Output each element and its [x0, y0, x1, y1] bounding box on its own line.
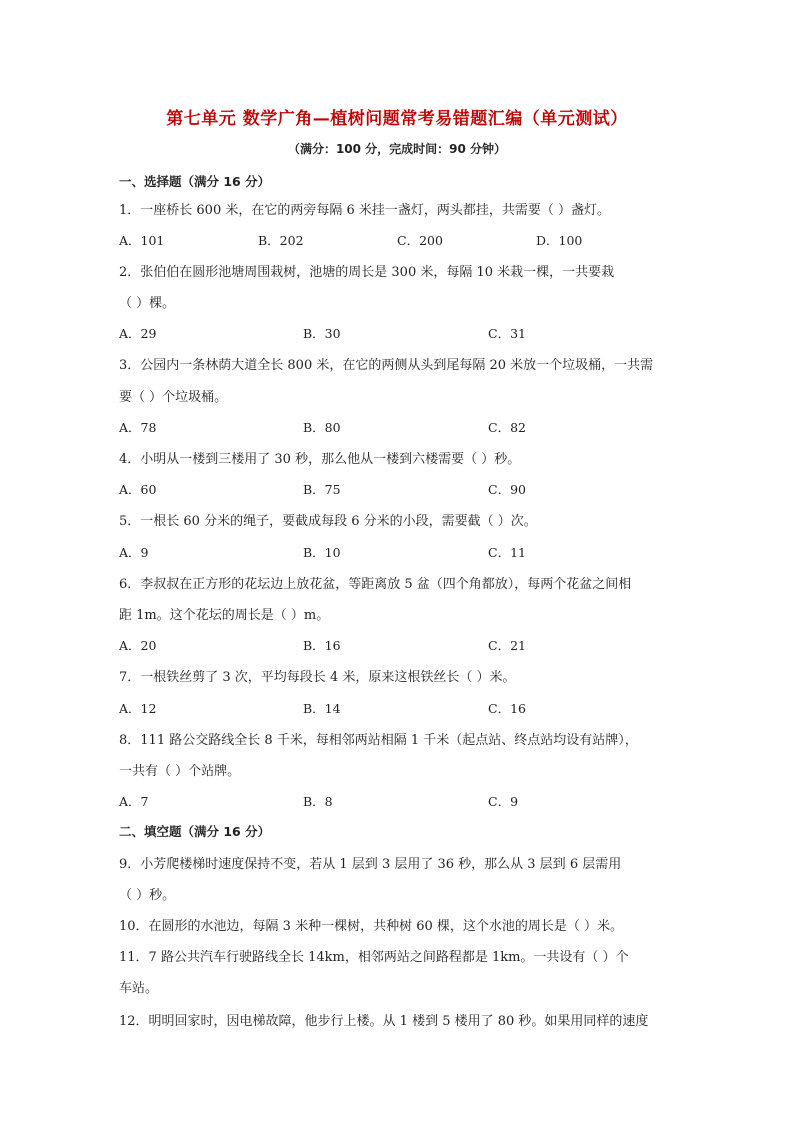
question-6-line-2: 距 1m。这个花坛的周长是（ ）m。 — [119, 608, 330, 623]
q6-option-b: B．16 — [303, 638, 341, 653]
section-heading-choice: 一、选择题（满分 16 分） — [119, 174, 271, 189]
q1-option-b: B．202 — [258, 233, 304, 248]
section-heading-fill: 二、填空题（满分 16 分） — [119, 824, 271, 839]
question-9-line-2: （ ）秒。 — [119, 888, 176, 903]
q1-option-c: C．200 — [397, 233, 443, 248]
q2-option-c: C．31 — [488, 326, 526, 341]
q5-option-c: C．11 — [488, 545, 526, 560]
question-10-text: 10．在圆形的水池边，每隔 3 米种一棵树，共种树 60 棵，这个水池的周长是（ ）米。 — [119, 919, 624, 934]
page-subtitle: （满分：100 分，完成时间：90 分钟） — [287, 142, 507, 156]
q4-option-b: B．75 — [303, 482, 341, 497]
question-9-line-1: 9．小芳爬楼梯时速度保持不变，若从 1 层到 3 层用了 36 秒，那么从 3 层到 6 层需用 — [119, 857, 622, 872]
q6-option-a: A．20 — [119, 638, 157, 653]
q8-option-c: C．9 — [488, 794, 519, 809]
question-3-line-1: 3．公园内一条林荫大道全长 800 米，在它的两侧从头到尾每隔 20 米放一个垃圾桶，一共需 — [119, 358, 654, 373]
q7-option-b: B．14 — [303, 701, 341, 716]
page-title: 第七单元 数学广角—植树问题常考易错题汇编（单元测试） — [166, 109, 628, 129]
question-12-line-1: 12．明明回家时，因电梯故障，他步行上楼。从 1 楼到 5 楼用了 80 秒。如果用同样的速度 — [119, 1014, 649, 1029]
question-1-text: 1．一座桥长 600 米，在它的两旁每隔 6 米挂一盏灯，两头都挂，共需要（ ）盏灯。 — [119, 203, 611, 218]
question-5-text: 5．一根长 60 分米的绳子，要截成每段 6 分米的小段，需要截（ ）次。 — [119, 514, 537, 529]
q8-option-b: B．8 — [303, 794, 333, 809]
q6-option-c: C．21 — [488, 638, 526, 653]
question-3-line-2: 要（ ）个垃圾桶。 — [119, 390, 228, 405]
question-11-line-1: 11．7 路公共汽车行驶路线全长 14km，相邻两站之间路程都是 1km。一共设有（ ）个 — [119, 950, 629, 965]
q4-option-a: A．60 — [119, 482, 157, 497]
question-11-line-2: 车站。 — [119, 981, 159, 996]
q7-option-a: A．12 — [119, 701, 157, 716]
question-6-line-1: 6．李叔叔在正方形的花坛边上放花盆，等距离放 5 盆（四个角都放），每两个花盆之间相 — [119, 577, 632, 592]
q1-option-d: D．100 — [536, 233, 583, 248]
q8-option-a: A．7 — [119, 794, 149, 809]
q2-option-b: B．30 — [303, 326, 341, 341]
q7-option-c: C．16 — [488, 701, 526, 716]
q3-option-a: A．78 — [119, 420, 157, 435]
question-2-line-2: （ ）棵。 — [119, 296, 176, 311]
q3-option-c: C．82 — [488, 420, 526, 435]
question-8-line-1: 8．111 路公交路线全长 8 千米，每相邻两站相隔 1 千米（起点站、终点站均设有站牌）， — [119, 733, 638, 748]
q4-option-c: C．90 — [488, 482, 526, 497]
question-8-line-2: 一共有（ ）个站牌。 — [119, 764, 241, 779]
q3-option-b: B．80 — [303, 420, 341, 435]
q5-option-a: A．9 — [119, 545, 149, 560]
question-7-text: 7．一根铁丝剪了 3 次，平均每段长 4 米，原来这根铁丝长（ ）米。 — [119, 670, 516, 685]
q1-option-a: A．101 — [119, 233, 165, 248]
question-2-line-1: 2．张伯伯在圆形池塘周围栽树，池塘的周长是 300 米，每隔 10 米栽一棵，一共要栽 — [119, 265, 615, 280]
q2-option-a: A．29 — [119, 326, 157, 341]
q5-option-b: B．10 — [303, 545, 341, 560]
question-4-text: 4．小明从一楼到三楼用了 30 秒，那么他从一楼到六楼需要（ ）秒。 — [119, 452, 521, 467]
